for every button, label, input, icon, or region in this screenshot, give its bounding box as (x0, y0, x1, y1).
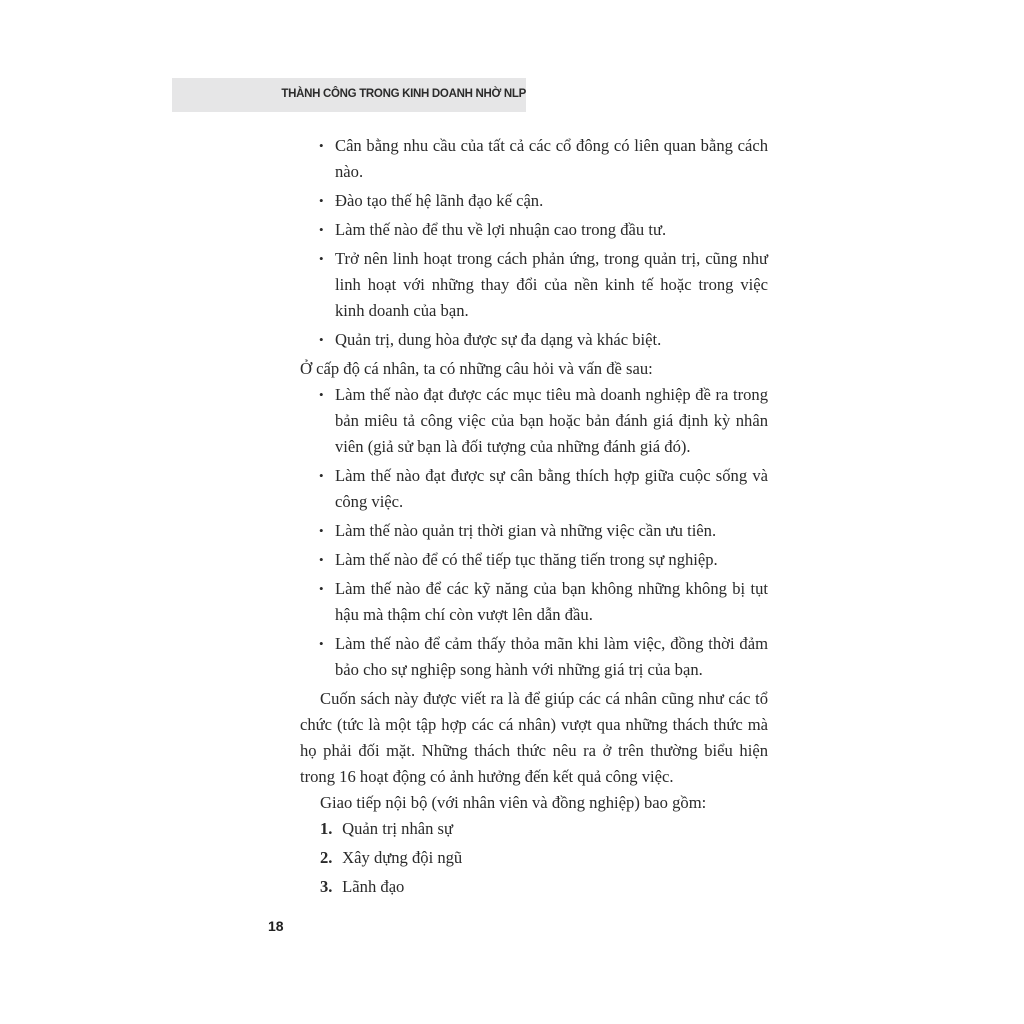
item-number: 1. (320, 819, 333, 838)
list-item: • Làm thế nào để có thể tiếp tục thăng tiến trong sự nghiệp. (335, 547, 768, 573)
item-text: Xây dựng đội ngũ (342, 848, 463, 867)
personal-challenges-list (300, 382, 768, 683)
list-item: • Đào tạo thế hệ lãnh đạo kế cận. (335, 188, 768, 214)
internal-communication-list (300, 816, 768, 900)
personal-level-intro: Ở cấp độ cá nhân, ta có những câu hỏi và vấn đề sau: (300, 359, 653, 378)
page-body (300, 133, 768, 903)
running-header-title: THÀNH CÔNG TRONG KINH DOANH NHỜ NLP (281, 88, 526, 100)
org-challenges-list (300, 133, 768, 353)
book-purpose-paragraph: Cuốn sách này được viết ra là để giúp các cá nhân cũng như các tổ chức (tức là một tập hợp các cá nhân) vượt qua những thách thức mà họ phải đối mặt. Những thách thức nêu ra ở trên thường biểu hiện trong 16 hoạt động có ảnh hưởng đến kết quả công việc. (300, 689, 768, 786)
list-item: • Cân bằng nhu cầu của tất cả các cổ đông có liên quan bằng cách nào. (335, 133, 768, 185)
item-number: 2. (320, 848, 333, 867)
list-item: • Làm thế nào quản trị thời gian và những việc cần ưu tiên. (335, 518, 768, 544)
list-item: • Làm thế nào đạt được sự cân bằng thích hợp giữa cuộc sống và công việc. (335, 463, 768, 515)
internal-communication-intro: Giao tiếp nội bộ (với nhân viên và đồng nghiệp) bao gồm: (320, 793, 707, 812)
list-item: • Làm thế nào để các kỹ năng của bạn không những không bị tụt hậu mà thậm chí còn vượt lên dẫn đầu. (335, 576, 768, 628)
page-number: 18 (268, 918, 284, 934)
item-number: 3. (320, 877, 333, 896)
numbered-item (320, 874, 768, 900)
numbered-item (320, 845, 768, 871)
list-item: • Làm thế nào để cảm thấy thỏa mãn khi làm việc, đồng thời đảm bảo cho sự nghiệp song hành với những giá trị của bạn. (335, 631, 768, 683)
list-item: • Làm thế nào đạt được các mục tiêu mà doanh nghiệp đề ra trong bản miêu tả công việc của bạn hoặc bản đánh giá định kỳ nhân viên (giả sử bạn là đối tượng của những đánh giá đó). (335, 382, 768, 460)
list-item: • Trở nên linh hoạt trong cách phản ứng, trong quản trị, cũng như linh hoạt với những thay đổi của nền kinh tế hoặc trong việc kinh doanh của bạn. (335, 246, 768, 324)
list-item: • Làm thế nào để thu về lợi nhuận cao trong đầu tư. (335, 217, 768, 243)
list-item: • Quản trị, dung hòa được sự đa dạng và khác biệt. (335, 327, 768, 353)
running-header (172, 78, 526, 112)
item-text: Lãnh đạo (342, 877, 405, 896)
numbered-item (320, 816, 768, 842)
item-text: Quản trị nhân sự (342, 819, 453, 838)
